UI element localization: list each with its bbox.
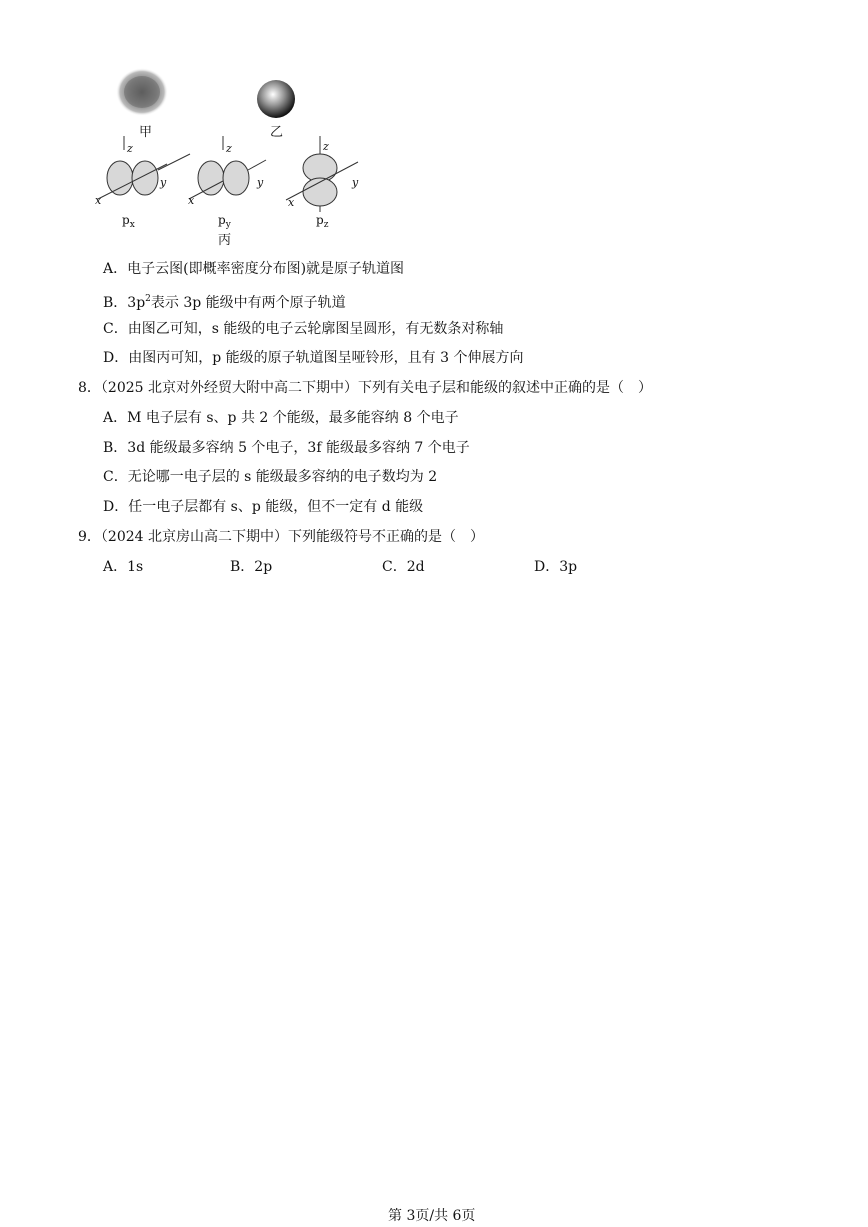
axis-x-label: x [188, 194, 195, 207]
orbital-pz-label: $p_z$ [316, 213, 329, 230]
q9-stem: 9．（2024 北京房山高二下期中）下列能级符号不正确的是（ ） [78, 529, 484, 545]
page-number: 第 3页/共 6页 [388, 1208, 476, 1224]
orbital-px-label: $p_x$ [122, 213, 135, 230]
px-orbital-diagram [98, 136, 190, 199]
axis-x-label: x [288, 196, 295, 209]
axis-z-label: z [127, 142, 133, 155]
q9-option-c: C．2d [382, 559, 425, 575]
figure-label-yi: 乙 [270, 125, 284, 140]
q7-option-d: D．由图丙可知，p 能级的原子轨道图呈哑铃形，且有 3 个伸展方向 [103, 350, 524, 366]
figure-label-jia: 甲 [139, 125, 153, 140]
s-orbital-sphere-image [257, 80, 295, 118]
s-electron-cloud-image [116, 68, 168, 116]
q7-option-a: A．电子云图(即概率密度分布图)就是原子轨道图 [103, 261, 405, 277]
figure-label-bing: 丙 [218, 233, 232, 248]
q8-stem: 8．（2025 北京对外经贸大附中高二下期中）下列有关电子层和能级的叙述中正确的是（ ） [78, 380, 652, 396]
axis-y-label: y [257, 176, 264, 189]
q8-option-c: C．无论哪一电子层的 s 能级最多容纳的电子数均为 2 [103, 469, 438, 485]
q8-option-b: B．3d 能级最多容纳 5 个电子，3f 能级最多容纳 7 个电子 [103, 440, 470, 456]
q7-option-c: C．由图乙可知，s 能级的电子云轮廓图呈圆形，有无数条对称轴 [103, 321, 504, 337]
axis-x-label: x [95, 194, 102, 207]
orbital-py-label: $p_y$ [218, 213, 231, 230]
q9-option-b: B．2p [230, 559, 273, 575]
q9-option-a: A．1s [103, 559, 144, 575]
axis-z-label: z [323, 140, 329, 153]
axis-y-label: y [160, 176, 167, 189]
q8-option-a: A．M 电子层有 s、p 共 2 个能级，最多能容纳 8 个电子 [103, 410, 459, 426]
q8-option-d: D．任一电子层都有 s、p 能级，但不一定有 d 能级 [103, 499, 424, 515]
axis-z-label: z [226, 142, 232, 155]
pz-orbital-diagram [286, 136, 358, 212]
q9-option-d: D．3p [534, 559, 578, 575]
axis-y-label: y [352, 176, 359, 189]
q7-option-b: B．$3p^2$表示 3p 能级中有两个原子轨道 [103, 294, 346, 311]
